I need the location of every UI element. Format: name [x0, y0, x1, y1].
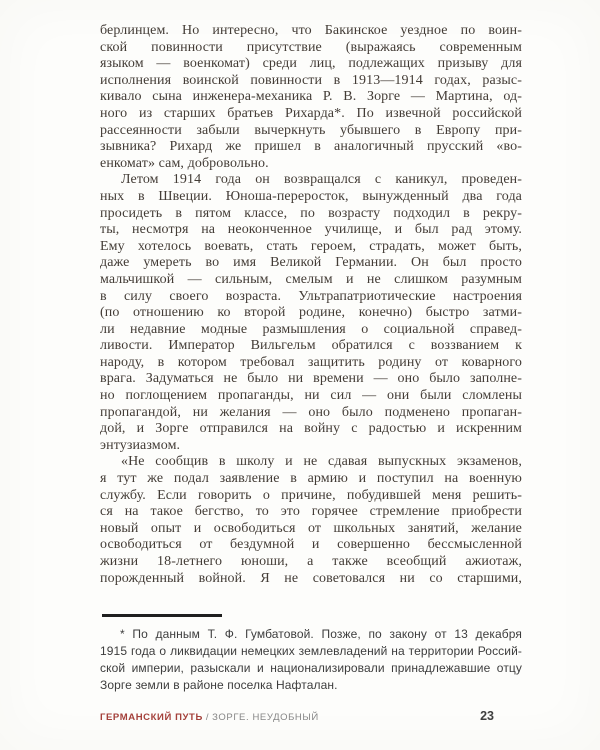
- footnote-text: [100, 626, 522, 694]
- text-line: берлинцем. Но интересно, что Бакинское уездное по воин-: [100, 23, 522, 38]
- text-line: кивало сына инженера-механика Р. В. Зорге — Мартина, од-: [100, 89, 522, 105]
- body-text: [100, 23, 522, 587]
- text-line: ных в Швеции. Юноша-переросток, вынужденный два года: [100, 188, 522, 204]
- page-footer: [100, 709, 522, 723]
- text-line: Летом 1914 года он возвращался с каникул, проведен-: [121, 172, 522, 188]
- series-title: ГЕРМАНСКИЙ ПУТЬ: [100, 712, 203, 723]
- text-line: Ему хотелось воевать, стать героем, страдать, может быть,: [100, 238, 522, 254]
- text-line: зывника? Рихард же пришел в аналогичный прусский «во-: [100, 139, 522, 155]
- text-line: даже умереть во имя Великой Германии. Он был просто: [100, 255, 522, 271]
- text-line: ливости. Император Вильгельм обратился с воззванием к: [100, 338, 522, 354]
- text-line: ли недавние модные размышления о социальной справед-: [100, 321, 522, 337]
- text-line: новый опыт и освободиться от школьных занятий, желание: [100, 520, 522, 536]
- footer-separator: /: [205, 712, 210, 723]
- text-line: дой, и Зорге отправился на войну с радостью и искренним: [100, 421, 522, 437]
- text-line: жизни 18-летнего юноши, а также всеобщий ажиотаж,: [100, 554, 522, 569]
- text-line: службу. Если говорить о причине, побудившей меня решить-: [100, 487, 522, 503]
- text-line: ты, несмотря на неоконченное училище, и был рад этому.: [100, 222, 522, 238]
- text-line: но поглощением пропаганды, ни сил — они были сломлены: [100, 388, 522, 404]
- text-line: народу, в котором требовал защитить родину от коварного: [100, 354, 522, 370]
- text-line: енкомат» сам, добровольно.: [100, 155, 269, 171]
- text-line: «Не сообщив в школу и не сдавая выпускных экзаменов,: [121, 454, 522, 470]
- text-line: энтузиазмом.: [100, 437, 181, 453]
- text-line: * По данным Т. Ф. Гумбатовой. Позже, по закону от 13 декабря: [120, 627, 522, 641]
- text-line: освободиться от бездумной и совершенно бессмысленной: [100, 537, 522, 553]
- text-line: ся на такое бегство, то это горячее стремление приобрести: [100, 504, 522, 520]
- text-line: ской повинности присутствие (выражаясь современным: [100, 39, 522, 55]
- text-line: пропагандой, ни желания — оно было подменено пропаган-: [100, 404, 522, 420]
- text-line: (по отношению ко второй родине, конечно) быстро затми-: [100, 305, 522, 321]
- text-line: исполнения воинской повинности в 1913—1914 годах, разыс-: [100, 72, 522, 88]
- chapter-title: ЗОРГЕ. НЕУДОБНЫЙ: [212, 712, 319, 723]
- text-line: мальчишкой — сильным, смелым и не слишком разумным: [100, 271, 522, 287]
- page-number: 23: [480, 709, 494, 723]
- text-line: врага. Задуматься не было ни времени — оно было заполне-: [100, 371, 522, 387]
- text-line: ской империи, разыскали и национализировали принадлежавшие отцу: [100, 661, 522, 675]
- running-title: [100, 712, 319, 723]
- footnote-rule: [102, 614, 222, 617]
- text-line: просидеть в пятом классе, по возрасту подходил в рекру-: [100, 205, 522, 221]
- text-line: Зорге земли в районе поселка Нафталан.: [100, 678, 338, 692]
- footnote: [100, 614, 522, 694]
- text-line: 1915 года о ликвидации немецких землевладений на территории Россий-: [100, 644, 522, 658]
- text-line: я тут же подал заявление в армию и поступил на военную: [100, 471, 522, 487]
- text-line: языком — военкомат) среди лиц, подлежащих призыву для: [100, 56, 522, 72]
- text-line: в силу своего возраста. Ультрапатриотические настроения: [100, 288, 522, 304]
- text-line: ного из старших братьев Рихарда*. По извечной российской: [100, 105, 522, 121]
- text-line: порожденный войной. Я не советовался ни со старшими,: [100, 570, 522, 586]
- text-line: рассеянности забыли вычеркнуть убывшего в Европу при-: [100, 122, 522, 138]
